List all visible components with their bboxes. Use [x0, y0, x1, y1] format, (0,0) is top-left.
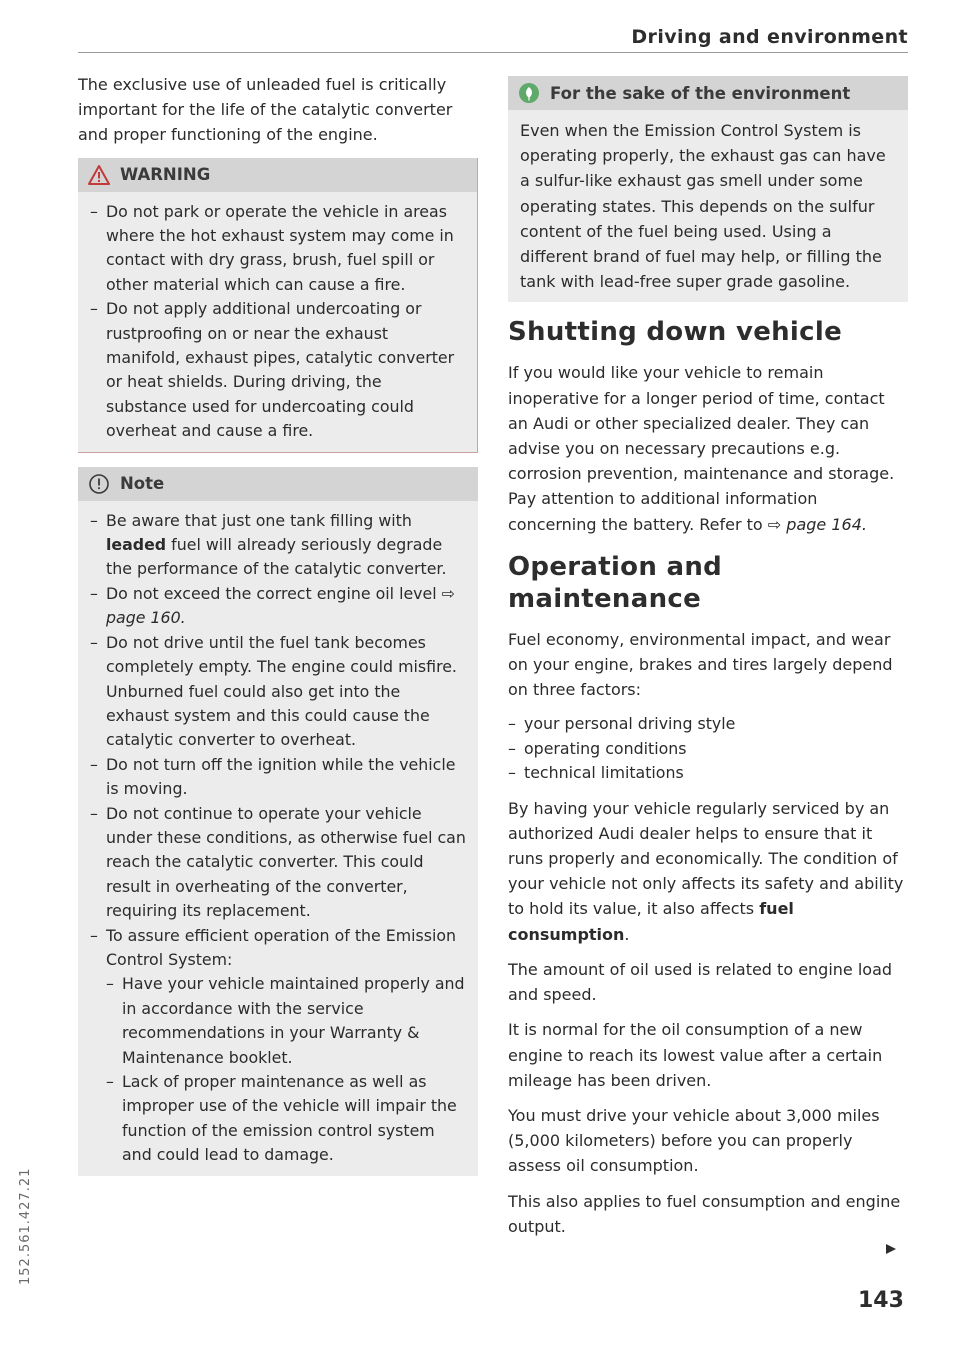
- note-header: [78, 467, 478, 501]
- drive-distance-paragraph: You must drive your vehicle about 3,000 miles (5,000 kilometers) before you can properly assess oil consumption.: [508, 1105, 880, 1176]
- note-text: Do not exceed the correct engine oil level: [106, 583, 442, 603]
- intro-paragraph: The exclusive use of unleaded fuel is critically important for the life of the catalytic converter and proper functioning of the engine.: [78, 75, 453, 145]
- note-item: – Do not drive until the fuel tank becomes completely empty. The engine could misfire. Unburned fuel could also get into the exhaust system and this could cause the catalytic converter to overheat.: [90, 631, 468, 753]
- note-item: – Do not turn off the ignition while the vehicle is moving.: [90, 753, 468, 802]
- shutdown-text: If you would like your vehicle to remain inoperative for a longer period of time, contact an Audi or other specialized dealer. They can advise you on necessary precautions e.g. corrosion prevention, maintenance and storage. Pay attention to additional information concerning the battery. Refer to: [508, 363, 895, 534]
- factor-item: – your personal driving style: [508, 712, 908, 736]
- note-item: [90, 509, 468, 582]
- note-text: Be aware that just one tank filling with: [106, 510, 412, 530]
- page-reference-link[interactable]: ⇨ page 160.: [106, 583, 455, 628]
- factor-item: – technical limitations: [508, 761, 908, 785]
- shutdown-heading: Shutting down vehicle: [508, 317, 843, 348]
- side-document-code: 152.561.427.21: [18, 1167, 33, 1285]
- warning-title: WARNING: [120, 165, 211, 185]
- warning-item: – Do not apply additional undercoating or rustproofing on or near the exhaust manifold, exhaust pipes, catalytic converter or heat shields. During driving, the substance used for undercoating could overheat and cause a fire.: [90, 297, 467, 443]
- operation-intro: Fuel economy, environmental impact, and wear on your engine, brakes and tires largely depend on three factors:: [508, 629, 893, 700]
- note-subitem: – Have your vehicle maintained properly and in accordance with the service recommendations in your Warranty & Maintenance booklet.: [106, 972, 468, 1070]
- left-column: [78, 72, 478, 1190]
- exclamation-circle-icon: [88, 473, 110, 495]
- service-text: By having your vehicle regularly serviced by an authorized Audi dealer helps to ensure that it runs properly and economically. The condition of your vehicle not only affects its safety and ability to hold its value, it also affects: [508, 798, 904, 919]
- continue-arrow-icon: [885, 1240, 897, 1252]
- environment-box: [508, 76, 908, 302]
- note-box: [78, 467, 478, 1176]
- environment-header: [508, 76, 908, 110]
- warning-header: [78, 158, 477, 192]
- fuel-output-paragraph: This also applies to fuel consumption and engine output.: [508, 1191, 901, 1236]
- right-column: [508, 76, 908, 1249]
- note-title: Note: [120, 474, 165, 494]
- warning-box: [78, 158, 478, 453]
- section-title: Driving and environment: [631, 26, 908, 48]
- leaf-icon: [518, 82, 540, 104]
- oil-load-paragraph: The amount of oil used is related to engine load and speed.: [508, 959, 893, 1005]
- shutdown-paragraph: [508, 360, 908, 536]
- operation-heading: Operation and maintenance: [508, 551, 723, 614]
- factor-list: [508, 712, 908, 785]
- environment-title: For the sake of the environment: [550, 83, 851, 103]
- service-bold-text: fuel consumption: [508, 899, 794, 944]
- page-reference-link[interactable]: ⇨ page 164.: [767, 514, 867, 534]
- header-rule: [78, 52, 908, 53]
- note-bold-text: leaded: [106, 535, 167, 555]
- service-paragraph: [508, 796, 908, 947]
- factor-item: – operating conditions: [508, 737, 908, 761]
- warning-item: – Do not park or operate the vehicle in areas where the hot exhaust system may come in contact with dry grass, brush, fuel spill or other material which can cause a fire.: [90, 200, 467, 298]
- environment-text: Even when the Emission Control System is operating properly, the exhaust gas can have a sulfur-like exhaust gas smell under some operating states. This depends on the sulfur content of the fuel being used. Using a different brand of fuel may help, or filling the tank with lead-free super grade gasoline.: [520, 121, 886, 292]
- note-item: [90, 582, 468, 631]
- note-text: fuel will already seriously degrade the performance of the catalytic converter.: [106, 535, 447, 579]
- note-item: [90, 924, 468, 1168]
- service-text: .: [624, 924, 630, 944]
- warning-icon: [88, 164, 110, 186]
- page-number: 143: [858, 1288, 904, 1313]
- note-text: To assure efficient operation of the Emission Control System:: [106, 925, 457, 969]
- oil-mileage-paragraph: It is normal for the oil consumption of a new engine to reach its lowest value after a certain mileage has been driven.: [508, 1020, 883, 1090]
- note-subitem: – Lack of proper maintenance as well as improper use of the vehicle will impair the function of the emission control system and could lead to damage.: [106, 1070, 468, 1168]
- note-item: – Do not continue to operate your vehicle under these conditions, as otherwise fuel can reach the catalytic converter. This could result in overheating of the converter, requiring its replacement.: [90, 802, 468, 924]
